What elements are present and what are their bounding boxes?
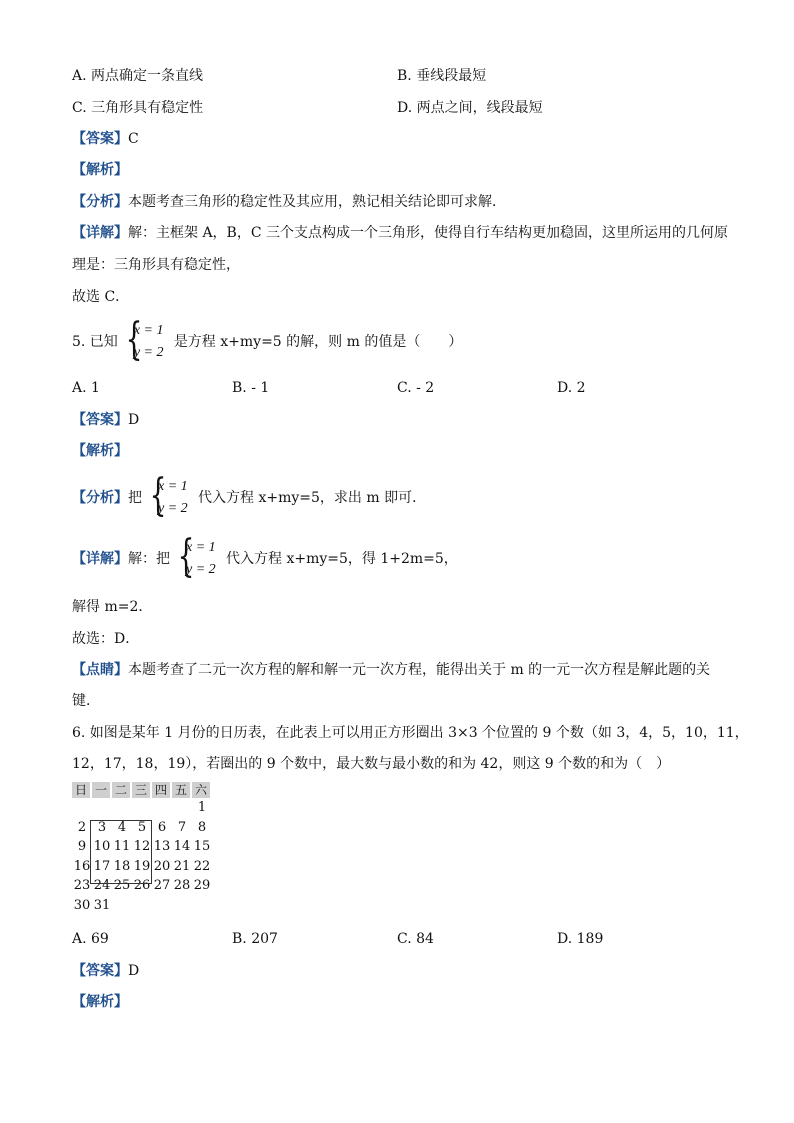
system-row-1: x = 1 xyxy=(186,540,216,555)
detail-tag: 【详解】 xyxy=(72,225,128,241)
q4-option-b: B. 垂线段最短 xyxy=(397,68,487,84)
calendar-cell: 22 xyxy=(193,858,211,874)
q5-analysis-line xyxy=(72,470,427,521)
analysis-tag: 【分析】 xyxy=(72,490,128,506)
q6-stem-line-2: 12，17，18，19），若圈出的 9 个数中，最大数与最小数的和为 42，则这 9 个数的和为（ ） xyxy=(72,756,671,772)
calendar-cell: 4 xyxy=(117,819,127,835)
comment-text-1: 本题考查了二元一次方程的解和解一元一次方程，能得出关于 m 的一元一次方程是解此题的关 xyxy=(128,662,711,678)
calendar-selection-square xyxy=(90,820,152,884)
calendar-cell: 20 xyxy=(153,858,171,874)
q4-detail-line-1 xyxy=(72,223,728,243)
calendar-cell: 17 xyxy=(93,858,111,874)
calendar-header-cell: 四 xyxy=(152,782,170,798)
calendar-cell: 21 xyxy=(173,858,191,874)
system-row-2: y = 2 xyxy=(133,345,164,360)
calendar-cell: 10 xyxy=(93,839,111,854)
q5-stem xyxy=(72,314,463,365)
calendar-cell: 23 xyxy=(73,878,91,893)
q4-analysis-line xyxy=(72,192,506,212)
equation-system: { x = 1 y = 2 xyxy=(177,531,216,582)
q5-option-a: A. 1 xyxy=(72,380,100,396)
calendar-cell: 2 xyxy=(77,819,87,835)
q6-stem-line-1: 6. 如图是某年 1 月份的日历表，在此表上可以用正方形圈出 3×3 个位置的 9 个数（如 3，4，5，10，11， xyxy=(72,725,749,741)
analysis-tag: 【分析】 xyxy=(72,194,128,210)
calendar-cell: 15 xyxy=(193,839,211,854)
calendar-cell: 31 xyxy=(93,897,111,913)
detail-pre: 解：把 xyxy=(128,551,170,567)
q6-jiexi-tag: 【解析】 xyxy=(72,994,128,1010)
calendar-row xyxy=(72,896,212,916)
q5-detail-line xyxy=(72,531,458,582)
q4-choose: 故选 C． xyxy=(72,289,130,305)
calendar-header-cell: 六 xyxy=(192,782,210,798)
calendar-cell: 7 xyxy=(177,819,187,835)
q5-stem-rest: 是方程 x+my=5 的解，则 m 的值是（ ） xyxy=(173,334,463,350)
analysis-post: 代入方程 x+my=5，求出 m 即可． xyxy=(198,490,427,506)
q4-jiexi-tag: 【解析】 xyxy=(72,162,128,178)
calendar-cell: 26 xyxy=(133,878,151,893)
calendar-cell: 16 xyxy=(73,858,91,874)
detail-post: 代入方程 x+my=5，得 1+2m=5， xyxy=(226,551,458,567)
analysis-text: 本题考查三角形的稳定性及其应用，熟记相关结论即可求解． xyxy=(128,194,506,210)
comment-tag: 【点睛】 xyxy=(72,662,128,678)
calendar-header-cell: 五 xyxy=(172,782,190,798)
calendar-cell: 9 xyxy=(77,839,87,854)
q4-answer-line xyxy=(72,129,139,149)
q5-jiexi-tag: 【解析】 xyxy=(72,443,128,459)
calendar-cell: 6 xyxy=(157,819,167,835)
answer-value: C xyxy=(128,131,139,147)
calendar-cell: 30 xyxy=(73,897,91,913)
q6-option-d: D. 189 xyxy=(557,931,604,947)
system-row-1: x = 1 xyxy=(133,323,164,338)
calendar-cell: 28 xyxy=(173,878,191,893)
q5-option-d: D. 2 xyxy=(557,380,586,396)
calendar-cell: 25 xyxy=(113,878,131,893)
equation-system: { x = 1 y = 2 xyxy=(149,470,188,521)
q4-option-a: A. 两点确定一条直线 xyxy=(72,68,204,84)
calendar-cell: 11 xyxy=(113,839,131,854)
calendar-cell: 27 xyxy=(153,878,171,893)
calendar-cell: 8 xyxy=(197,819,207,835)
calendar-header-cell: 日 xyxy=(72,782,90,798)
q5-number: 5. 已知 xyxy=(72,334,118,350)
answer-tag: 【答案】 xyxy=(72,963,128,979)
answer-tag: 【答案】 xyxy=(72,412,128,428)
answer-tag: 【答案】 xyxy=(72,131,128,147)
answer-value: D xyxy=(128,963,140,979)
detail-text-1: 解：主框架 A，B，C 三个支点构成一个三角形，使得自行车结构更加稳固，这里所运用的几何原 xyxy=(128,225,729,241)
equation-system: { x = 1 y = 2 xyxy=(125,314,164,365)
q4-option-d: D. 两点之间，线段最短 xyxy=(397,100,543,116)
q5-solve: 解得 m=2． xyxy=(72,599,153,615)
calendar-cell: 18 xyxy=(113,858,131,874)
calendar-header-cell: 三 xyxy=(132,782,150,798)
calendar-cell: 13 xyxy=(153,839,171,854)
calendar-cell: 19 xyxy=(133,858,151,874)
q4-option-c: C. 三角形具有稳定性 xyxy=(72,100,204,116)
q5-choose: 故选：D． xyxy=(72,631,140,647)
q5-option-c: C. - 2 xyxy=(397,380,435,396)
calendar-row xyxy=(72,798,212,818)
calendar-cell: 24 xyxy=(93,878,111,893)
q6-option-a: A. 69 xyxy=(72,931,109,947)
q5-comment-line-1 xyxy=(72,660,710,680)
q6-answer-line xyxy=(72,961,139,981)
q5-option-b: B. - 1 xyxy=(232,380,270,396)
system-row-2: y = 2 xyxy=(186,562,216,577)
calendar-cell: 1 xyxy=(197,800,207,815)
calendar-header-cell: 一 xyxy=(92,782,110,798)
q4-detail-line-2: 理是：三角形具有稳定性， xyxy=(72,257,240,273)
calendar-cell: 5 xyxy=(137,819,147,835)
calendar-header-cell: 二 xyxy=(112,782,130,798)
detail-tag: 【详解】 xyxy=(72,551,128,567)
q6-option-b: B. 207 xyxy=(232,931,278,947)
system-row-2: y = 2 xyxy=(158,501,188,516)
analysis-pre: 把 xyxy=(128,490,142,506)
calendar-cell: 14 xyxy=(173,839,191,854)
q5-comment-line-2: 键． xyxy=(72,693,100,709)
system-row-1: x = 1 xyxy=(158,479,188,494)
q6-option-c: C. 84 xyxy=(397,931,434,947)
calendar-header xyxy=(72,782,212,798)
calendar-cell: 12 xyxy=(133,839,151,854)
q5-answer-line xyxy=(72,410,139,430)
calendar-cell: 29 xyxy=(193,878,211,893)
calendar-cell: 3 xyxy=(97,819,107,835)
answer-value: D xyxy=(128,412,140,428)
